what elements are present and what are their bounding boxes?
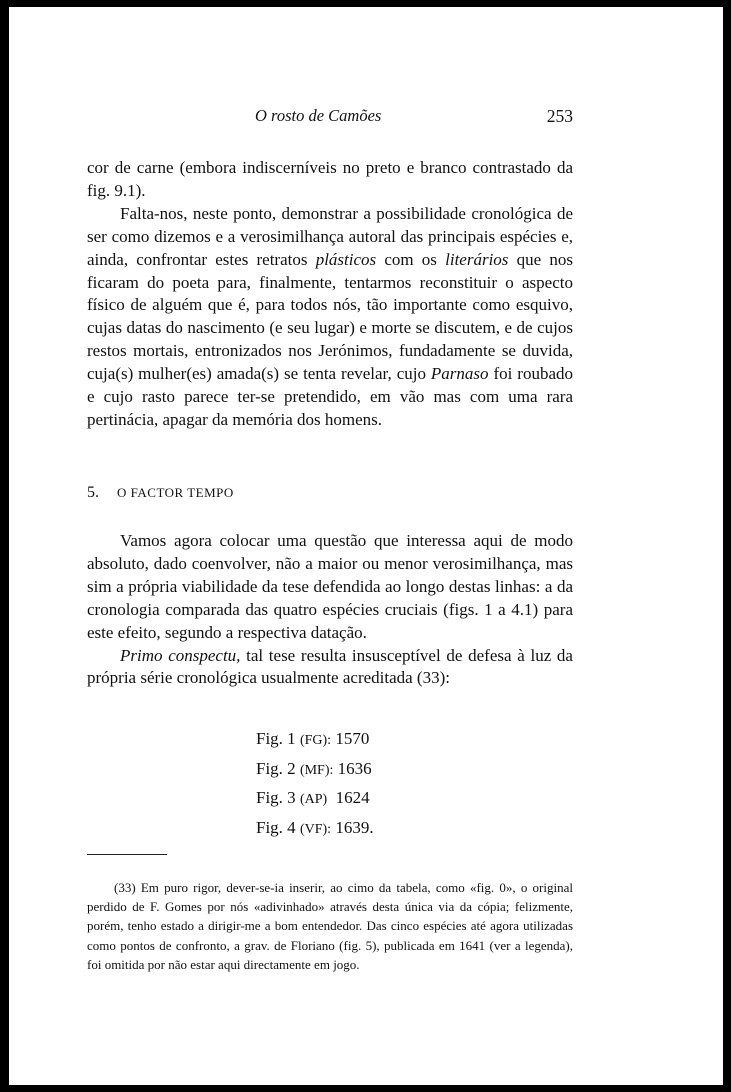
section-title: O FACTOR TEMPO	[117, 485, 234, 500]
page-number: 253	[546, 106, 573, 126]
figure-date-list	[256, 725, 374, 843]
section-heading	[87, 484, 234, 502]
emphasis-literarios: literários	[445, 249, 509, 269]
footnote-33: (33) Em puro rigor, dever-se-ia inserir, ao cimo da tabela, como «fig. 0», o original perdido de F. Gomes por nós «adivinhado» através desta única via da cópia; felizmente, porém, tenho estado a dirigir-me a bom entendedor. Das cinco espécies até agora utilizadas como pontos de confronto, a grav. de Floriano (fig. 5), publicada em 1641 (ver a legenda), foi omitida por não estar aqui directamente em jogo.	[87, 880, 573, 972]
text-block-upper	[87, 157, 573, 432]
paragraph-4: Primo conspectu, tal tese resulta insusceptível de defesa à luz da própria série cronológica usualmente acreditada (33):	[87, 645, 573, 688]
paragraph-1: cor de carne (embora indiscerníveis no preto e branco contrastado da fig. 9.1).	[87, 158, 573, 200]
page-header	[87, 106, 573, 130]
text-block-lower	[87, 530, 573, 690]
figure-row: Fig. 4 (VF): 1639.	[256, 817, 374, 837]
running-title: O rosto de Camões	[255, 106, 382, 125]
figure-row: Fig. 2 (MF): 1636	[256, 758, 372, 778]
figure-row: Fig. 1 (FG): 1570	[256, 729, 370, 748]
emphasis-primo-conspectu: Primo conspectu,	[120, 645, 241, 665]
paragraph-3: Vamos agora colocar uma questão que interessa aqui de modo absoluto, dado coenvolver, não a maior ou menor verosimilhança, mas sim a própria viabilidade da tese defendida ao longo destas linhas: a da cronologia comparada das quatro espécies cruciais (figs. 1 a 4.1) para este efeito, segundo a respectiva datação.	[87, 531, 573, 642]
book-page	[9, 7, 723, 1085]
footnote-separator	[87, 854, 167, 855]
figure-row: Fig. 3 (AP) 1624	[256, 788, 370, 807]
emphasis-parnaso: Parnaso	[430, 364, 489, 384]
paragraph-2: Falta-nos, neste ponto, demonstrar a possibilidade cronológica de ser como dizemos e a verosimilhança autoral das principais espécies e, ainda, confrontar estes retratos plásticos com os literários que nos ficaram do poeta para, finalmente, tentarmos reconstituir o aspecto físico de alguém que é, para todos nós, tão importante como esquivo, cujas datas do nascimento (e seu lugar) e morte se discutem, e de cujos restos mortais, entronizados nos Jerónimos, fundadamente se duvida, cuja(s) mulher(es) amada(s) se tenta revelar, cujo Parnaso foi roubado e cujo rasto parece ter-se pretendido, em vão mas com uma rara pertinácia, apagar da memória dos homens.	[87, 203, 573, 429]
emphasis-plasticos: plásticos	[315, 249, 377, 269]
section-number: 5.	[87, 484, 99, 501]
